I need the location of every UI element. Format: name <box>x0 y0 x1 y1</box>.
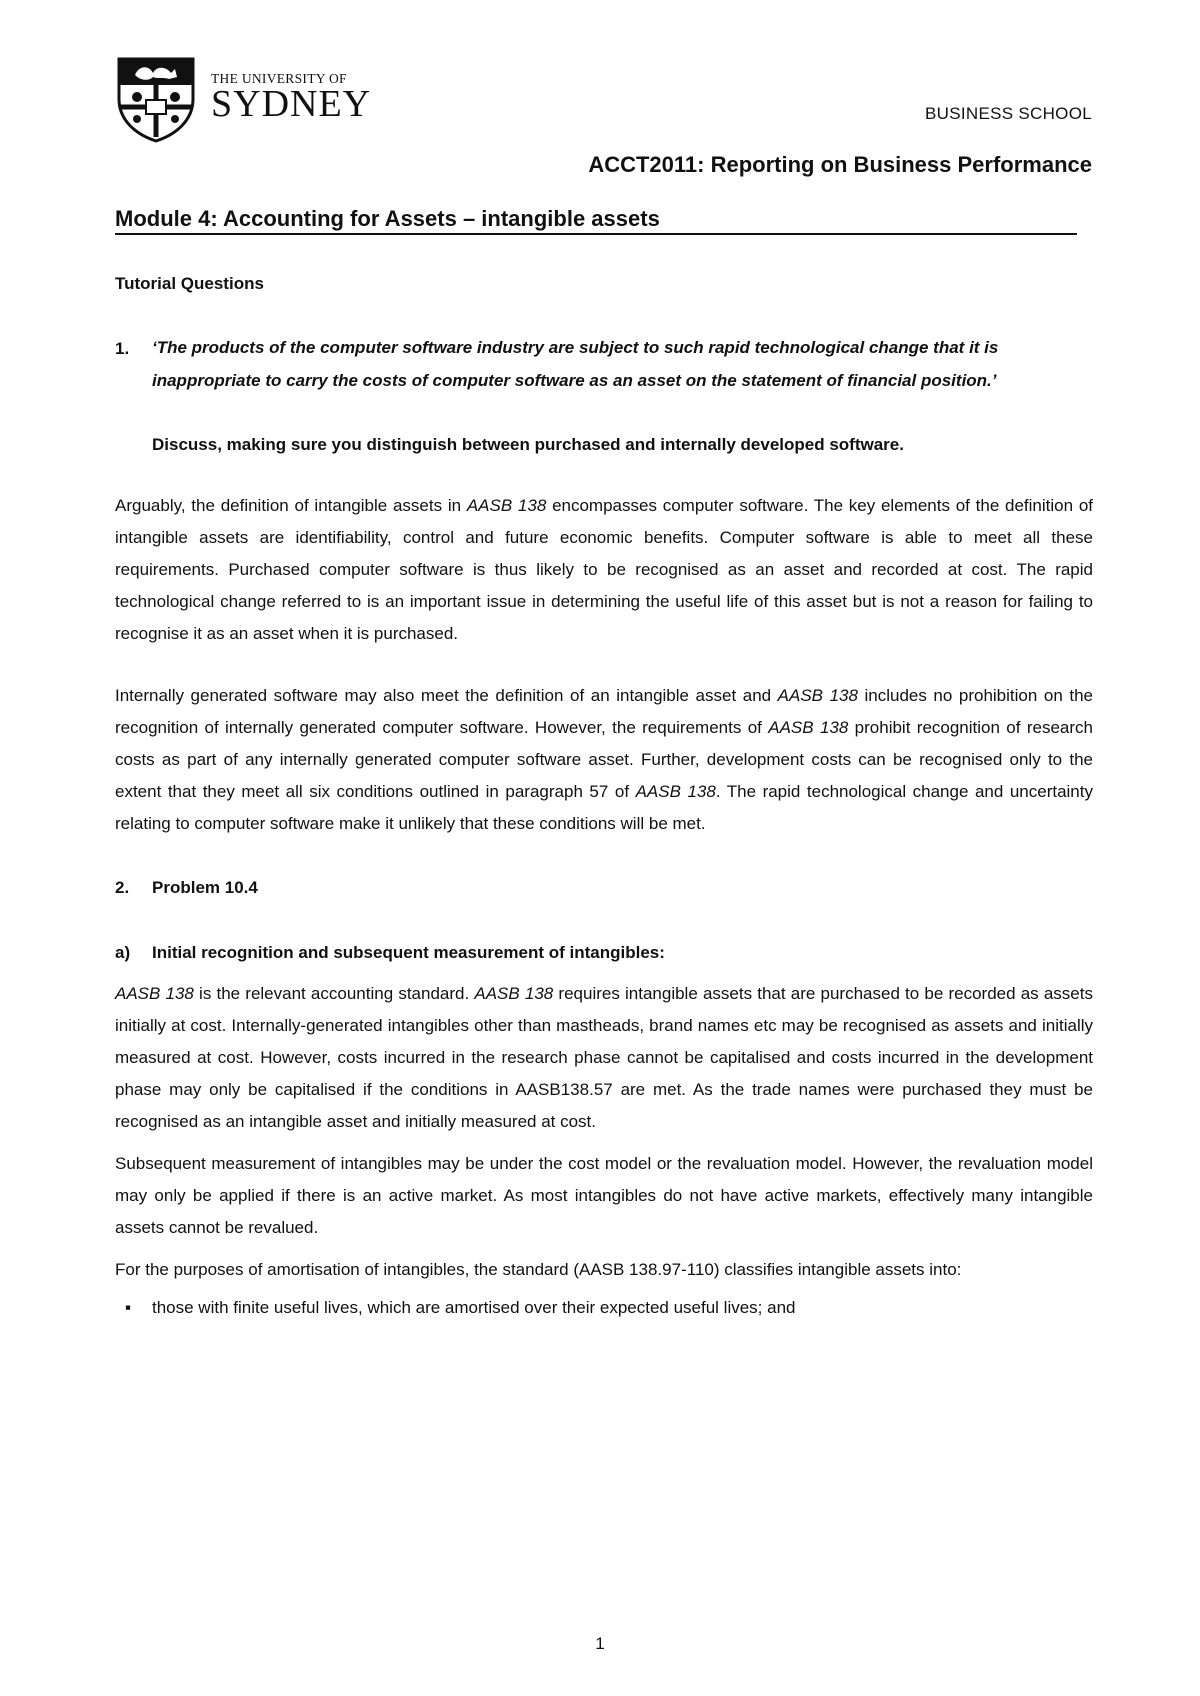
university-crest-icon <box>115 55 197 143</box>
university-name-small: THE UNIVERSITY OF <box>211 71 347 86</box>
question-instruction: Discuss, making sure you distinguish between purchased and internally developed software. <box>152 435 904 454</box>
section-heading: Tutorial Questions <box>115 274 264 293</box>
answer-paragraph: Subsequent measurement of intangibles may be under the cost model or the revaluation model. However, the revaluation model may only be applied if there is an active market. As most intangibles do not have active markets, effectively many intangible assets cannot be revalued. <box>115 1154 1093 1237</box>
module-title: Module 4: Accounting for Assets – intangible assets <box>115 206 1077 235</box>
school-name: BUSINESS SCHOOL <box>925 104 1092 123</box>
question-quote: ‘The products of the computer software industry are subject to such rapid technological change that it is inappropriate to carry the costs of computer software as an asset on the statement of financial position.’ <box>152 338 999 390</box>
university-logo <box>115 55 371 143</box>
part-a-heading <box>115 935 1093 970</box>
answer-paragraph: AASB 138 is the relevant accounting standard. AASB 138 requires intangible assets that are purchased to be recorded as assets initially at cost. Internally-generated intangibles other than mastheads, brand names etc may be recognised as assets and initially measured at cost. However, costs incurred in the research phase cannot be capitalised and costs incurred in the development phase may only be capitalised if the conditions in AASB138.57 are met. As the trade names were purchased they must be recognised as an intangible asset and initially measured at cost. <box>115 984 1093 1131</box>
list-item <box>115 1290 1093 1325</box>
answer-paragraph: Arguably, the definition of intangible assets in AASB 138 encompasses computer software. The key elements of the definition of intangible assets are identifiability, control and future economic benefits. Computer software is able to meet all these requirements. Purchased computer software is thus likely to be recognised as an asset and recorded at cost. The rapid technological change referred to is an important issue in determining the useful life of this asset but is not a reason for failing to recognise it as an asset when it is purchased. <box>115 496 1094 643</box>
bullet-icon: ▪ <box>125 1298 132 1317</box>
answer-paragraph: Internally generated software may also meet the definition of an intangible asset and AASB 138 includes no prohibition on the recognition of internally generated computer software. However, the requirements of AASB 138 prohibit recognition of research costs as part of any internally generated computer software asset. Further, development costs can be recognised only to the extent that they meet all six conditions outlined in paragraph 57 of AASB 138. The rapid technological change and uncertainty relating to computer software make it unlikely that these conditions will be met. <box>115 686 1093 833</box>
answer-paragraph: For the purposes of amortisation of intangibles, the standard (AASB 138.97-110) classifies intangible assets into: <box>115 1260 962 1279</box>
question-number: 2. <box>115 878 130 897</box>
part-title: Initial recognition and subsequent measurement of intangibles: <box>152 943 665 962</box>
problem-title: Problem 10.4 <box>152 878 258 897</box>
part-label: a) <box>115 943 131 962</box>
course-title: ACCT2011: Reporting on Business Performance <box>588 152 1092 177</box>
list-item-text: those with finite useful lives, which are amortised over their expected useful lives; and <box>152 1298 796 1317</box>
page-number: 1 <box>595 1634 605 1653</box>
question-1 <box>115 331 1093 397</box>
question-number: 1. <box>115 339 130 358</box>
question-2 <box>115 870 1093 905</box>
university-name-big: SYDNEY <box>211 83 372 125</box>
document-body <box>115 266 1093 1325</box>
